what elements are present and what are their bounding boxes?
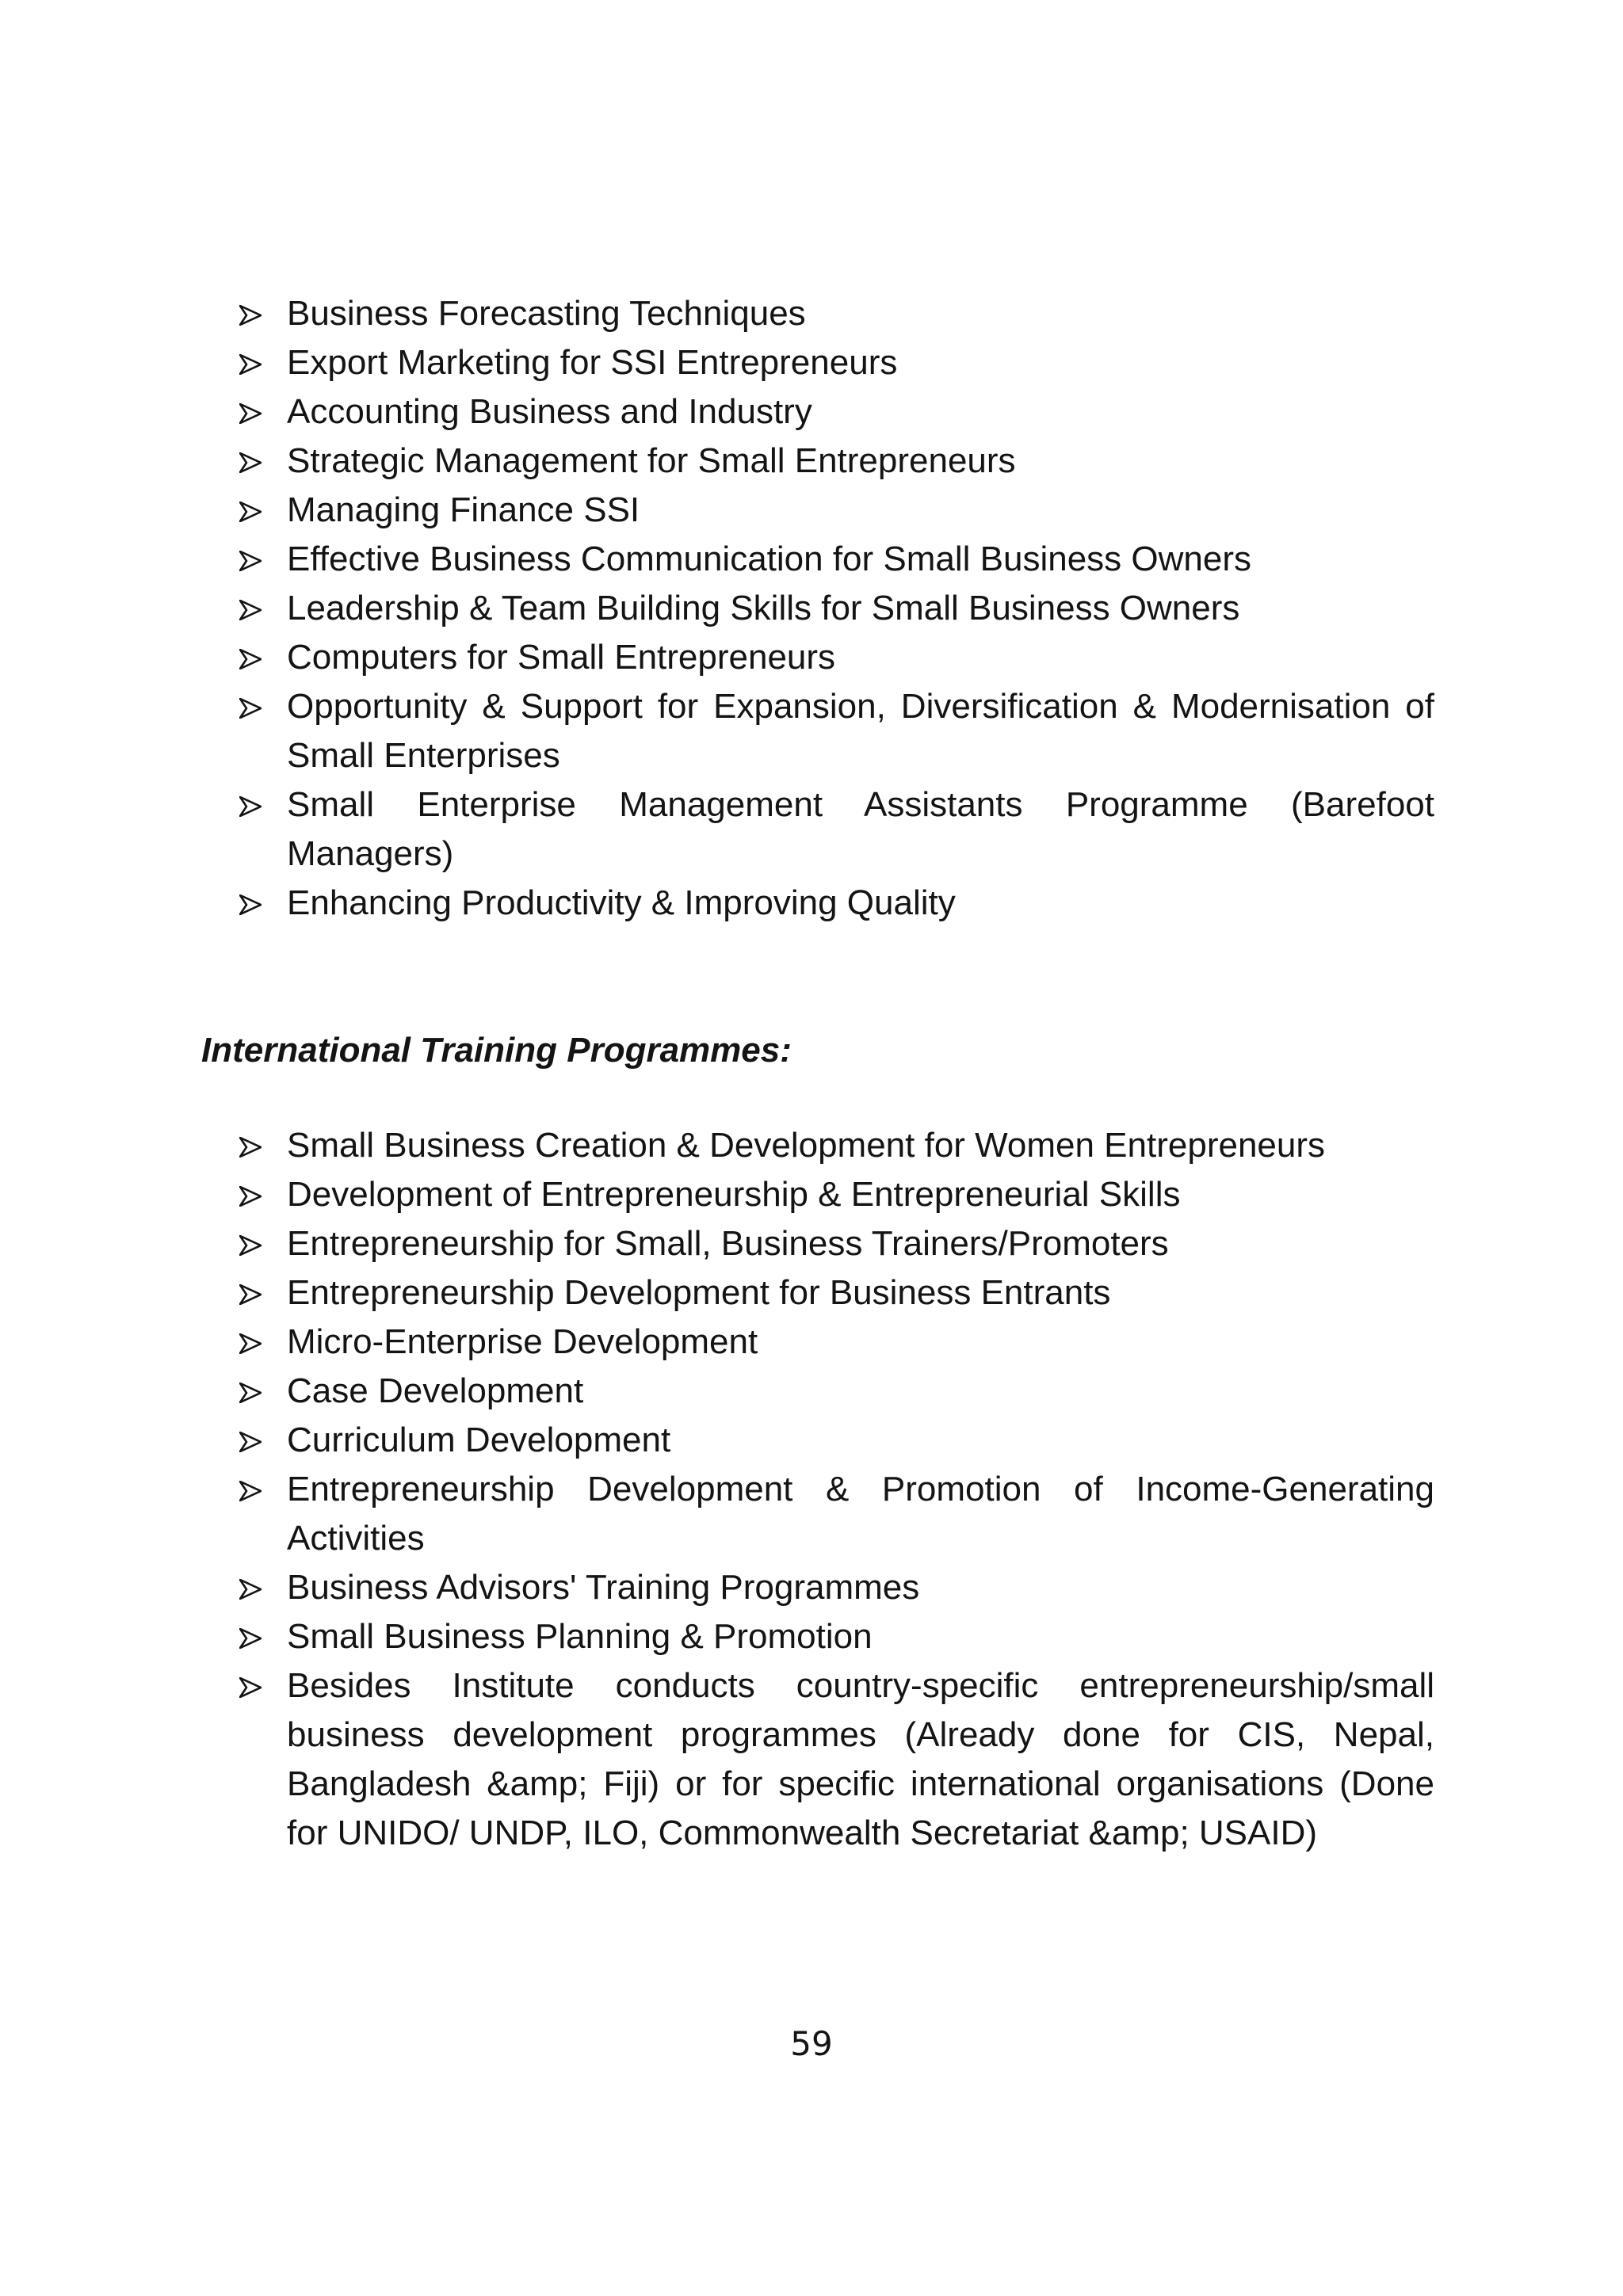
- list-item-text: Effective Business Communication for Small Business Owners: [287, 540, 1252, 578]
- arrowhead-bullet-icon: [239, 698, 262, 719]
- list-item: [239, 780, 1434, 879]
- arrowhead-bullet-icon: [239, 354, 262, 375]
- list-item: [239, 338, 1434, 387]
- list-item-text: Entrepreneurship Development for Business Entrants: [287, 1273, 1111, 1312]
- list-item: [239, 682, 1434, 780]
- list-item: [239, 1563, 1434, 1612]
- arrowhead-bullet-icon: [239, 1432, 262, 1452]
- list-item: [239, 1367, 1434, 1416]
- list-item-text: Besides Institute conducts country-specific entrepreneurship/small business development programmes (Already done for CIS, Nepal, Bangladesh &amp; Fiji) or for specific international organisations (Done for UNIDO/ UNDP, ILO, Commonwealth Secretariat &amp; USAID): [287, 1666, 1434, 1852]
- arrowhead-bullet-icon: [239, 1383, 262, 1403]
- list-item-text: Development of Entrepreneurship & Entrepreneurial Skills: [287, 1175, 1181, 1214]
- arrowhead-bullet-icon: [239, 600, 262, 620]
- arrowhead-bullet-icon: [239, 1284, 262, 1305]
- international-programmes-list: [239, 1121, 1434, 1858]
- list-item: [239, 879, 1434, 928]
- list-item-text: Enhancing Productivity & Improving Quality: [287, 883, 956, 922]
- list-item: [239, 1661, 1434, 1858]
- list-item: [239, 633, 1434, 682]
- list-item: [239, 1268, 1434, 1318]
- list-item: [239, 1465, 1434, 1563]
- list-item: [239, 1170, 1434, 1219]
- arrowhead-bullet-icon: [239, 1137, 262, 1158]
- list-item: [239, 437, 1434, 486]
- arrowhead-bullet-icon: [239, 1628, 262, 1649]
- list-item-text: Strategic Management for Small Entrepreneurs: [287, 441, 1016, 480]
- list-item-text: Accounting Business and Industry: [287, 392, 812, 431]
- list-item: [239, 1318, 1434, 1367]
- list-item-text: Micro-Enterprise Development: [287, 1322, 758, 1361]
- list-item-text: Leadership & Team Building Skills for Small Business Owners: [287, 589, 1240, 627]
- list-item-text: Case Development: [287, 1371, 584, 1410]
- list-item: [239, 535, 1434, 584]
- arrowhead-bullet-icon: [239, 403, 262, 424]
- course-list: [239, 289, 1434, 928]
- arrowhead-bullet-icon: [239, 1333, 262, 1354]
- arrowhead-bullet-icon: [239, 1186, 262, 1207]
- list-item-text: Small Enterprise Management Assistants Programme (Barefoot Managers): [287, 785, 1434, 873]
- list-item: [239, 387, 1434, 437]
- list-item: [239, 486, 1434, 535]
- list-item-text: Business Advisors' Training Programmes: [287, 1568, 920, 1607]
- list-item: [239, 584, 1434, 633]
- arrowhead-bullet-icon: [239, 1579, 262, 1600]
- page-number: 59: [790, 2024, 833, 2063]
- arrowhead-bullet-icon: [239, 894, 262, 915]
- arrowhead-bullet-icon: [239, 305, 262, 326]
- arrowhead-bullet-icon: [239, 551, 262, 571]
- arrowhead-bullet-icon: [239, 649, 262, 669]
- list-item-text: Computers for Small Entrepreneurs: [287, 638, 836, 677]
- list-item: [239, 1219, 1434, 1268]
- list-item: [239, 289, 1434, 338]
- list-item-text: Entrepreneurship for Small, Business Trainers/Promoters: [287, 1224, 1169, 1263]
- arrowhead-bullet-icon: [239, 1235, 262, 1256]
- arrowhead-bullet-icon: [239, 502, 262, 522]
- list-item-text: Opportunity & Support for Expansion, Diversification & Modernisation of Small Enterprises: [287, 687, 1434, 775]
- arrowhead-bullet-icon: [239, 452, 262, 473]
- list-item-text: Export Marketing for SSI Entrepreneurs: [287, 343, 898, 382]
- arrowhead-bullet-icon: [239, 1481, 262, 1501]
- arrowhead-bullet-icon: [239, 1677, 262, 1698]
- arrowhead-bullet-icon: [239, 796, 262, 817]
- list-item-text: Curriculum Development: [287, 1421, 671, 1459]
- list-item-text: Small Business Creation & Development for Women Entrepreneurs: [287, 1126, 1326, 1165]
- list-item-text: Entrepreneurship Development & Promotion of Income-Generating Activities: [287, 1470, 1434, 1558]
- section-heading: International Training Programmes:: [201, 1031, 792, 1070]
- list-item-text: Managing Finance SSI: [287, 490, 640, 529]
- list-item: [239, 1121, 1434, 1170]
- list-item-text: Small Business Planning & Promotion: [287, 1617, 873, 1656]
- list-item: [239, 1612, 1434, 1661]
- list-item-text: Business Forecasting Techniques: [287, 294, 806, 333]
- list-item: [239, 1416, 1434, 1465]
